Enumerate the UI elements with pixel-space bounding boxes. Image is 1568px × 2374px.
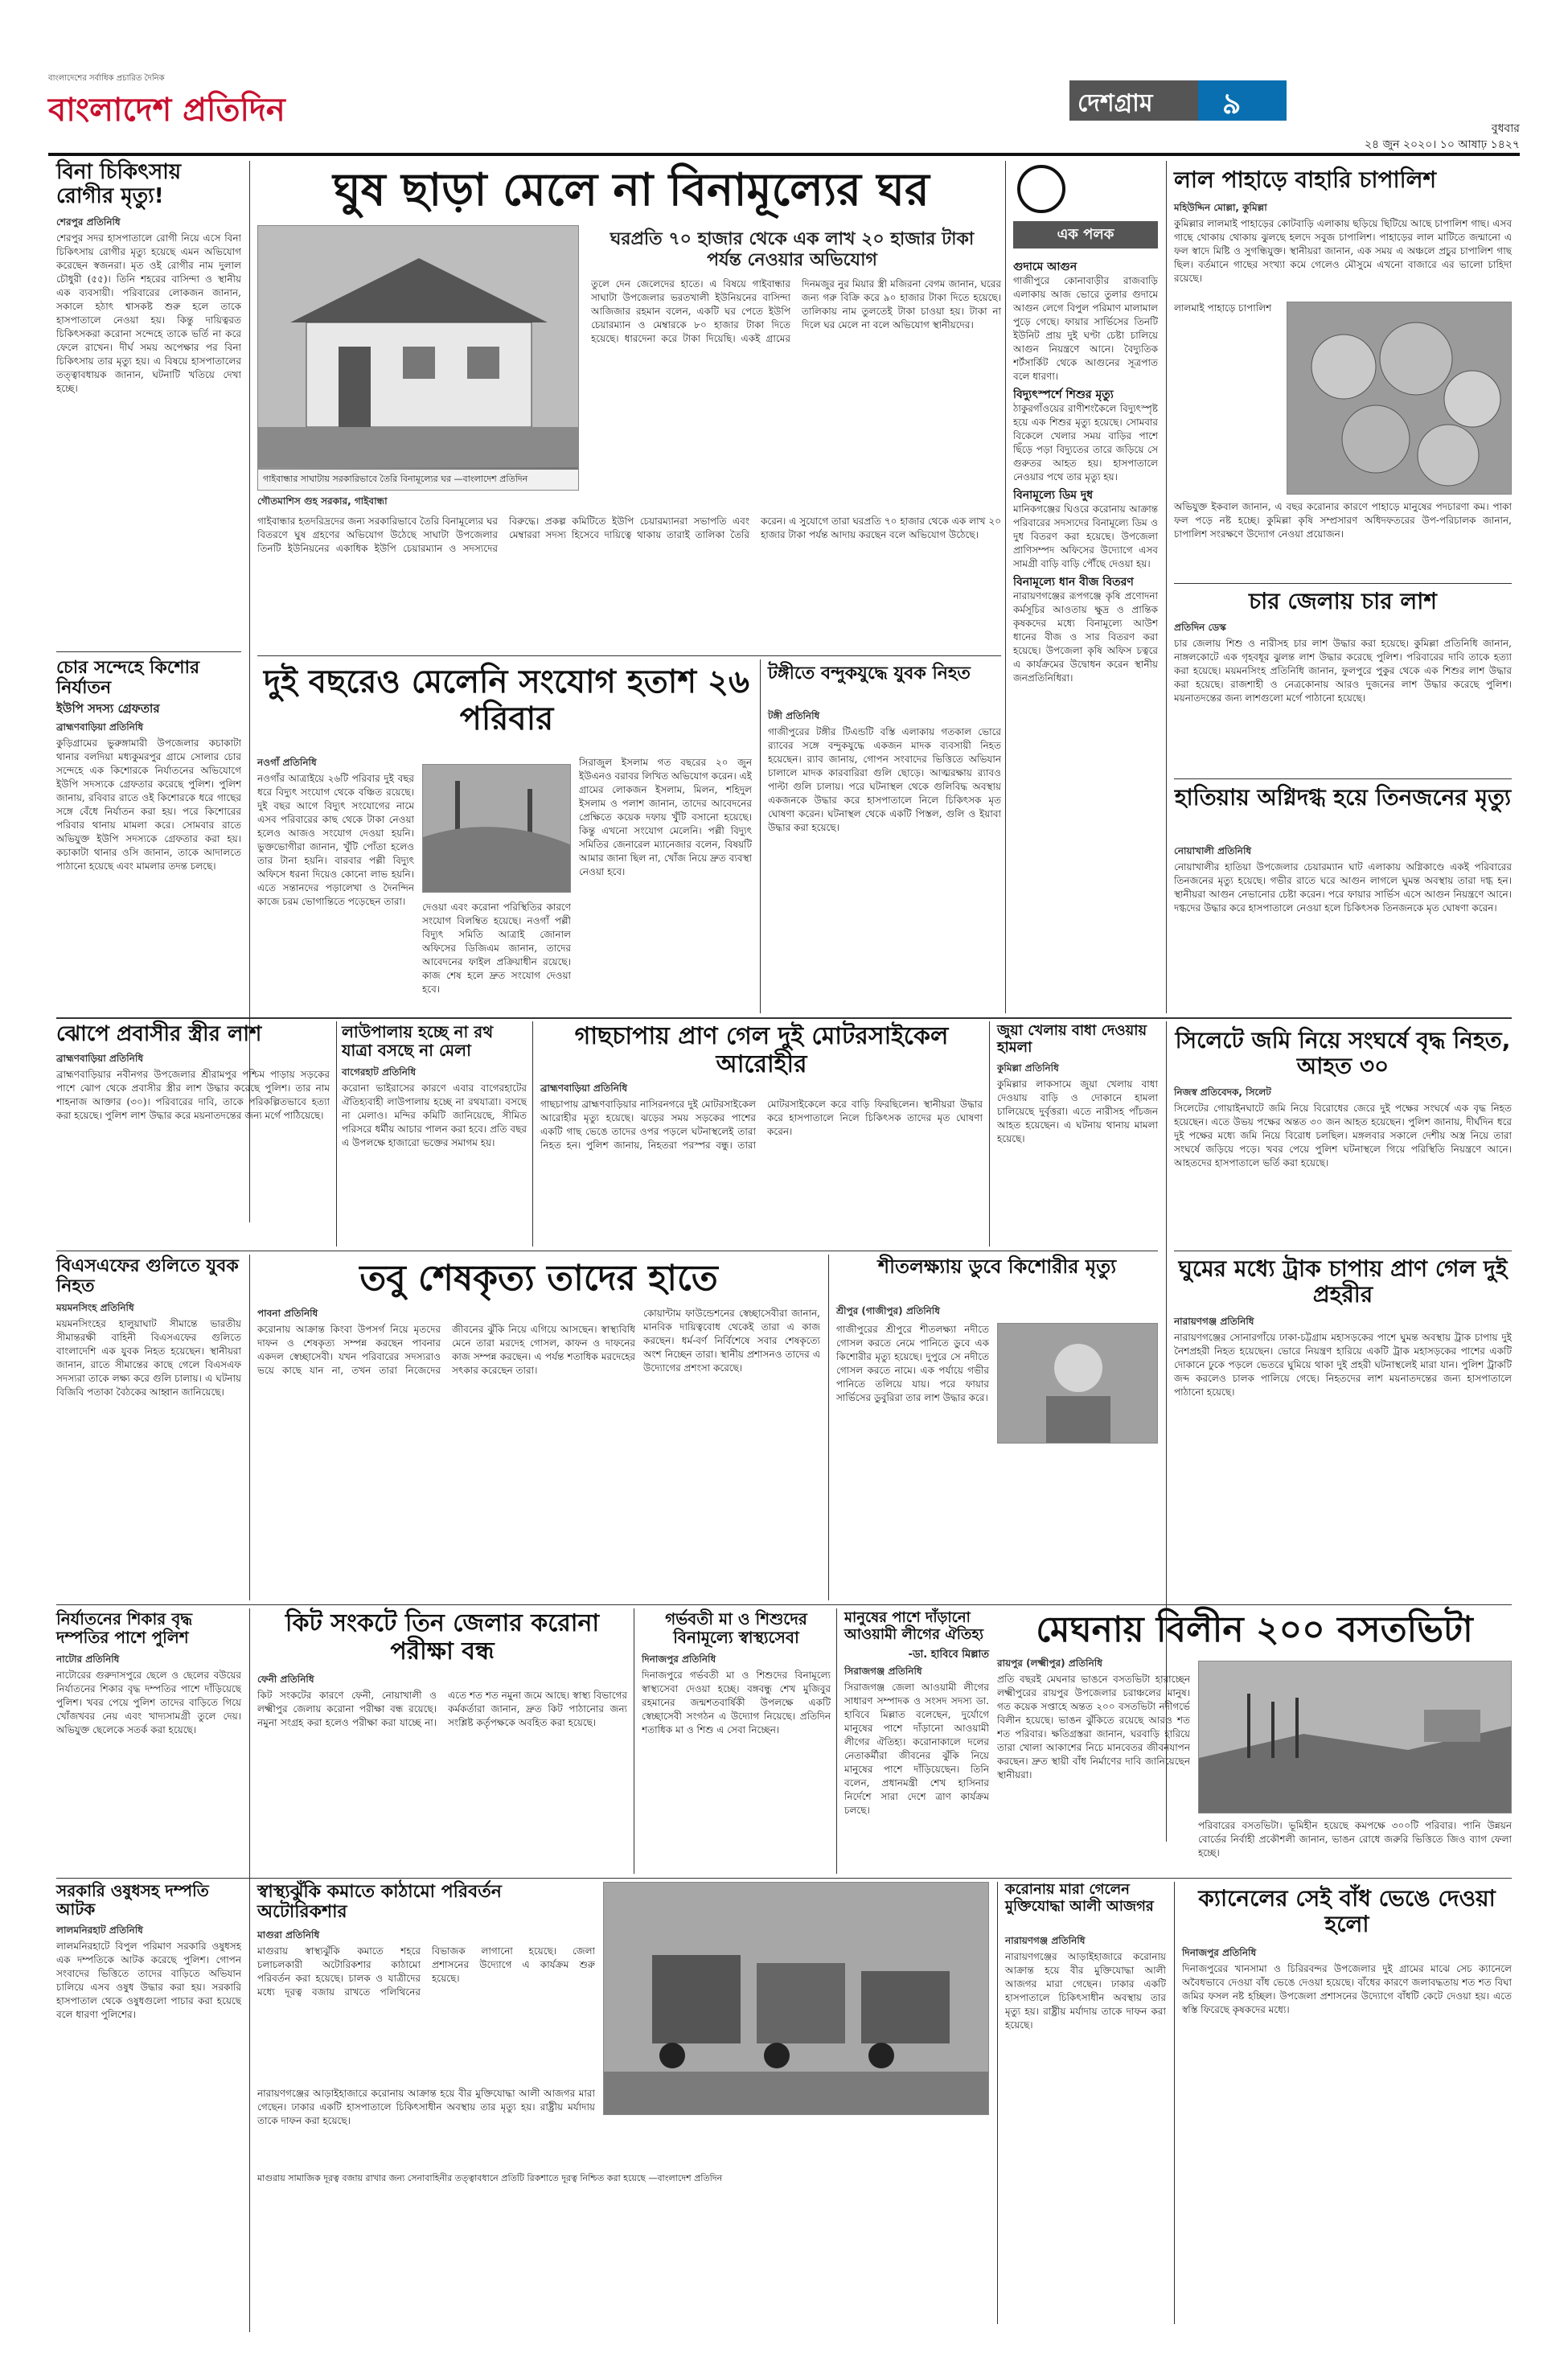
four-dead-byline: প্রতিদিন ডেস্ক: [1174, 622, 1226, 633]
section-rule: [56, 1878, 1512, 1879]
column-rule: [997, 1882, 998, 2324]
divider: [1174, 583, 1512, 584]
row4-headline-1[interactable]: নির্যাতনের শিকার বৃদ্ধ দম্পতির পাশে পুলিশ: [56, 1609, 193, 1647]
column-rule: [336, 1021, 337, 1247]
row3-body-2: করোনায় আক্রান্ত কিংবা উপসর্গ নিয়ে মৃতদের দাফন ও শেষকৃত্য সম্পন্ন করছেন পাবনার একদল স্বেচ্ছাসেবী। যখন পরিবারের সদস্যরাও ভয়ে কাছে যান না, তখন তারা নিজেদের জীবনের ঝুঁকি নিয়ে এগিয়ে আসছেন। স্বাস্থ্যবিধি মেনে তারা মরদেহ গোসল, কাফন ও দাফনের কাজ সম্পন্ন করছেন। এ পর্যন্ত শতাধিক মরদেহের সৎকার করেছেন তারা।: [257, 1324, 635, 1376]
truck-body: নারায়ণগঞ্জের সোনারগাঁয়ে ঢাকা-চট্টগ্রাম মহাসড়কের পাশে ঘুমন্ত অবস্থায় ট্রাক চাপায় দুই নৈশপ্রহরী নিহত হয়েছেন। ভোরে নিয়ন্ত্রণ হারিয়ে একটি ট্রাক মহাসড়কের পাশের একটি দোকানে ঢুকে পড়লে ভেতরে ঘুমিয়ে থাকা দুই প্রহরী ঘটনাস্থলেই মারা যান। পুলিশ ট্রাকটি জব্দ করলেও চালক পালিয়ে গেছে। নিহতদের লাশ ময়নাতদন্তের জন্য হাসপাতালে পাঠানো হয়েছে।: [1174, 1332, 1512, 1398]
chapalish-body-1: কুমিল্লার লালমাই পাহাড়ের কোটবাড়ি এলাকায় ছড়িয়ে ছিটিয়ে আছে চাপালিশ গাছ। এসব গাছে থোকায় থোকায় ঝুলছে হলদে সবুজ চাপালিশ। পাহাড়ের লাল মাটিতে জন্মানো এ ফল স্বাদে মিষ্টি ও সুগন্ধিযুক্ত। স্থানীয়রা জানান, এক সময় এ অঞ্চলে প্রচুর চাপালিশ গাছ ছিল। বর্তমানে গাছের সংখ্যা কমে গেলেও মৌসুমে এখনো বাজারে এর ভালো চাহিদা রয়েছে।: [1174, 218, 1512, 284]
divider: [56, 651, 241, 652]
mid-photo[interactable]: [422, 764, 571, 893]
newspaper-logo[interactable]: [48, 72, 338, 137]
fire-headline[interactable]: হাতিয়ায় অগ্নিদগ্ধ হয়ে তিনজনের মৃত্যু: [1174, 784, 1512, 811]
electric-pole-illustration: [423, 765, 571, 893]
chapalish-headline[interactable]: লাল পাহাড়ে বাহারি চাপালিশ: [1174, 166, 1437, 193]
row5-byline-1: লালমনিরহাট প্রতিনিধি: [56, 1924, 143, 1936]
row2-byline-1: ব্রাহ্মণবাড়িয়া প্রতিনিধি: [56, 1053, 144, 1064]
ek-polok-column: [1013, 256, 1158, 1012]
left-story-2: কুড়িগ্রামের ভুরুঙ্গামারী উপজেলার কচাকাটা থানার বলদিয়া মধ্যকুমরপুর গ্রামে সোলার চোর সন্দেহে এক কিশোরকে নির্যাতনের অভিযোগে ইউপি সদস্যকে গ্রেফতার করেছে পুলিশ। পুলিশ জানায়, রবিবার রাতে ওই কিশোরকে ধরে গাছের সঙ্গে বেঁধে নির্যাতন করা হয়। পরে কিশোরের পরিবার থানায় মামলা করে। সোমবার রাতে অভিযুক্ত ইউপি সদস্যকে গ্রেফতার করা হয়। কচাকাটা থানার ওসি জানান, তাকে আদালতে পাঠানো হয়েছে এবং মামলার তদন্ত চলছে।: [56, 737, 241, 872]
row4-body-1: নাটোরের গুরুদাসপুরে ছেলে ও ছেলের বউয়ের নির্যাতনের শিকার বৃদ্ধ দম্পতির পাশে দাঁড়িয়েছে পুলিশ। খবর পেয়ে পুলিশ তাদের বাড়িতে গিয়ে খোঁজখবর নেয় এবং খাদ্যসামগ্রী তুলে দেয়। অভিযুক্ত ছেলেকে সতর্ক করা হয়েছে।: [56, 1670, 241, 1735]
row5-headline-1[interactable]: সরকারি ওষুধসহ দম্পতি আটক: [56, 1881, 209, 1919]
row5-byline-2: মাগুরা প্রতিনিধি: [257, 1929, 320, 1941]
row4-body-2: কিট সংকটের কারণে ফেনী, নোয়াখালী ও লক্ষ্মীপুর জেলায় করোনা পরীক্ষা বন্ধ রয়েছে। নমুনা সংগ্রহ করা হলেও পরীক্ষা করা যাচ্ছে না। এতে শত শত নমুনা জমে আছে। স্বাস্থ্য বিভাগের কর্মকর্তারা জানান, দ্রুত কিট পাঠানোর জন্য সংশ্লিষ্ট কর্তৃপক্ষকে অবহিত করা হয়েছে।: [257, 1690, 627, 1728]
page-number-band: [1198, 80, 1287, 121]
chapalish-body-2: অভিযুক্ত ইকবাল জানান, এ বছর করোনার কারণে পাহাড়ে মানুষের পদচারণা কম। পাকা ফল পড়ে নষ্ট হচ্ছে। কুমিল্লা কৃষি সম্প্রসারণ অধিদফতরের উপ-পরিচালক জানান, চাপালিশ সংরক্ষণে উদ্যোগ নেওয়া প্রয়োজন।: [1174, 501, 1512, 540]
left-subhead-2: ইউপি সদস্য গ্রেফতার: [56, 701, 160, 716]
ek-polok-headline-3[interactable]: বিনামূল্যে ডিম দুধ: [1013, 489, 1094, 502]
section-rule: [56, 1604, 1512, 1605]
row2-headline-3[interactable]: গাছচাপায় প্রাণ গেল দুই মোটরসাইকেল আরোহীর: [574, 1022, 949, 1078]
four-dead-headline[interactable]: চার জেলায় চার লাশ: [1249, 588, 1437, 614]
gunfight-byline: টঙ্গী প্রতিনিধি: [768, 710, 820, 721]
row3-byline-3: শ্রীপুর (গাজীপুর) প্রতিনিধি: [836, 1305, 940, 1316]
ek-polok-title: এক পলক: [1013, 221, 1158, 248]
left-byline-1: শেরপুর প্রতিনিধি: [56, 216, 121, 228]
row5-body-4: নারায়ণগঞ্জের আড়াইহাজারে করোনায় আক্রান্ত হয়ে বীর মুক্তিযোদ্ধা আলী আজগর মারা গেছেন। ঢাকার একটি হাসপাতালে চিকিৎসাধীন অবস্থায় তার মৃত্যু হয়। রাষ্ট্রীয় মর্যাদায় তাকে দাফন করা হয়েছে।: [1005, 1951, 1166, 2031]
row4-body-3: দিনাজপুরে গর্ভবতী মা ও শিশুদের বিনামূল্যে স্বাস্থ্যসেবা দেওয়া হচ্ছে। বঙ্গবন্ধু শেখ মুজিবুর রহমানের জন্মশতবার্ষিকী উপলক্ষে একটি স্বেচ্ছাসেবী সংগঠন এ উদ্যোগ নিয়েছে। প্রতিদিন শতাধিক মা ও শিশু এ সেবা নিচ্ছেন।: [642, 1670, 831, 1735]
river-illustration: [998, 1324, 1158, 1444]
row5-body-2: মাগুরায় স্বাস্থ্যঝুঁকি কমাতে শহরে চলাচলকারী অটোরিকশার কাঠামো পরিবর্তন করা হয়েছে। চালক ও যাত্রীদের মধ্যে দূরত্ব বজায় রাখতে পলিথিনের বিভাজক লাগানো হয়েছে। জেলা প্রশাসনের উদ্যোগে এ কার্যক্রম শুরু হয়েছে।: [257, 1945, 595, 1998]
page-number: ৯: [1222, 88, 1242, 121]
row4-byline-3: দিনাজপুর প্রতিনিধি: [642, 1653, 716, 1665]
row5-headline-3[interactable]: করোনায় মারা গেলেন মুক্তিযোদ্ধা আলী আজগর: [1005, 1881, 1154, 1915]
row3-byline-1: ময়মনসিংহ প্রতিনিধি: [56, 1302, 134, 1313]
fruit-illustration: [1287, 302, 1512, 495]
ek-polok-headline-2[interactable]: বিদ্যুৎস্পর্শে শিশুর মৃত্যু: [1013, 388, 1114, 401]
logo-tagline: বাংলাদেশের সর্বাধিক প্রচারিত দৈনিক: [48, 74, 165, 83]
ek-polok-text-3: মানিকগঞ্জের ঘিওরে করোনায় আক্রান্ত পরিবারের সদস্যদের বিনামূল্যে ডিম ও দুধ বিতরণ করা হয়েছে। উপজেলা প্রাণিসম্পদ অফিসের উদ্যোগে এসব সামগ্রী বাড়ি বাড়ি পৌঁছে দেওয়া হয়।: [1013, 503, 1158, 569]
masthead: [48, 72, 1520, 161]
column-rule: [249, 1255, 250, 1600]
four-dead-body: চার জেলায় শিশু ও নারীসহ চার লাশ উদ্ধার করা হয়েছে। কুমিল্লা প্রতিনিধি জানান, নাঙ্গলকোটে এক গৃহবধূর ঝুলন্ত লাশ উদ্ধার করেছে পুলিশ। পরিবারের দাবি তাকে হত্যা করা হয়েছে। ময়মনসিংহ প্রতিনিধি জানান, ফুলপুরে পুকুর থেকে এক শিশুর লাশ উদ্ধার করা হয়েছে। রাজশাহী ও নেত্রকোনায় আরও দুজনের লাশ উদ্ধার করেছে পুলিশ। ময়নাতদন্তের জন্য লাশগুলো মর্গে পাঠানো হয়েছে।: [1174, 638, 1512, 704]
mid-body-1: নওগাঁর আত্রাইয়ে ২৬টি পরিবার দুই বছর ধরে বিদ্যুৎ সংযোগ থেকে বঞ্চিত রয়েছে। দুই বছর আগে বিদ্যুৎ সংযোগের নামে এসব পরিবারের কাছ থেকে টাকা নেওয়া হলেও আজও সংযোগ দেওয়া হয়নি। ভুক্তভোগীরা জানান, খুঁটি পোঁতা হলেও তার টানা হয়নি। বারবার পল্লী বিদ্যুৎ অফিসে ধরনা দিয়েও কোনো লাভ হয়নি। এতে সন্তানদের পড়ালেখা ও দৈনন্দিন কাজে চরম ভোগান্তিতে পড়েছেন তারা।: [257, 773, 414, 907]
row4-byline-1: নাটোর প্রতিনিধি: [56, 1653, 120, 1665]
column-rule: [532, 1021, 533, 1247]
lead-body-1: তুলে দেন জেলেদের হাতে। এ বিষয়ে গাইবান্ধার সাঘাটা উপজেলার ভরতখালী ইউনিয়নের বাসিন্দা আজিজার রহমান বলেন, একটি ঘর পেতে ইউপি চেয়ারম্যান ও মেম্বারকে ৮০ হাজার টাকা দিতে হয়েছে। ধারদেনা করে টাকা দিয়েছি। একই গ্রামের দিনমজুর নুর মিয়ার স্ত্রী মজিরনা বেগম জানান, ঘরের জন্য গরু বিক্রি করে ৯০ হাজার টাকা দিতে হয়েছে। তালিকায় নাম তুলতেই টাকা চাওয়া হয়। টাকা না দিলে ঘর মেলে না বলে অভিযোগ স্থানীয়দের।: [591, 278, 1001, 344]
eye-icon: [1017, 165, 1065, 213]
column-rule: [1005, 161, 1006, 1013]
row4-byline-5: রায়পুর (লক্ষ্মীপুর) প্রতিনিধি: [997, 1657, 1102, 1669]
date: ২৪ জুন ২০২০। ১০ আষাঢ় ১৪২৭: [1364, 138, 1520, 151]
row3-body-4: গাজীপুরের শ্রীপুরে শীতলক্ষ্যা নদীতে গোসল করতে নেমে পানিতে ডুবে এক কিশোরীর মৃত্যু হয়েছে। দুপুরে সে নদীতে গোসল করতে নামে। এক পর্যায়ে গভীর পানিতে তলিয়ে যায়। পরে ফায়ার সার্ভিসের ডুবুরিরা তার লাশ উদ্ধার করে।: [836, 1324, 989, 1403]
gunfight-headline[interactable]: টঙ্গীতে বন্দুকযুদ্ধে যুবক নিহত: [768, 663, 971, 684]
column-rule: [1174, 1882, 1175, 2324]
row3-body-1: ময়মনসিংহের হালুয়াঘাট সীমান্তে ভারতীয় সীমান্তরক্ষী বাহিনী বিএসএফের গুলিতে বাংলাদেশি এক যুবক নিহত হয়েছেন। স্থানীয়রা জানান, রাতে সীমান্তের কাছে গেলে বিএসএফ সদস্যরা তাকে লক্ষ্য করে গুলি চালায়। এ ঘটনায় বিজিবি পতাকা বৈঠকের আহ্বান জানিয়েছে।: [56, 1318, 241, 1398]
row4-body-6: পরিবারের বসতভিটা। ভূমিহীন হয়েছে কমপক্ষে ৩০০টি পরিবার। পানি উন্নয়ন বোর্ডের নির্বাহী প্রকৌশলী জানান, ভাঙন রোধে জরুরি ভিত্তিতে জিও ব্যাগ ফেলা হচ্ছে।: [1198, 1820, 1512, 1859]
section-title: দেশগ্রাম: [1077, 89, 1153, 117]
row2-headline-1[interactable]: ঝোপে প্রবাসীর স্ত্রীর লাশ: [56, 1022, 262, 1046]
mid-body-3: দেওয়া এবং করোনা পরিস্থিতির কারণে সংযোগ বিলম্বিত হয়েছে। নওগাঁ পল্লী বিদ্যুৎ সমিতি আত্রাই জোনাল অফিসের ডিজিএম জানান, তাদের আবেদনের ফাইল প্রক্রিয়াধীন রয়েছে। কাজ শেষ হলে দ্রুত সংযোগ দেওয়া হবে।: [422, 902, 571, 995]
meghna-photo[interactable]: [1198, 1661, 1512, 1813]
rickshaw-illustration: [604, 1883, 989, 2115]
row2-byline-3: ব্রাহ্মণবাড়িয়া প্রতিনিধি: [540, 1082, 628, 1094]
column-rule: [989, 1021, 990, 1247]
house-illustration: [258, 226, 579, 467]
row2-body-3: গাছচাপায় ব্রাহ্মণবাড়িয়ার নাসিরনগরে দুই মোটরসাইকেল আরোহীর মৃত্যু হয়েছে। ঝড়ের সময় সড়কের পাশের একটি গাছ ভেঙে তাদের ওপর পড়লে ঘটনাস্থলেই তারা নিহত হন। পুলিশ জানায়, নিহতরা পরস্পর বন্ধু। তারা মোটরসাইকেলে করে বাড়ি ফিরছিলেন। স্থানীয়রা উদ্ধার করে হাসপাতালে নিলে চিকিৎসক তাদের মৃত ঘোষণা করেন।: [540, 1099, 983, 1151]
rickshaw-photo[interactable]: [603, 1882, 989, 2115]
row3-headline-1[interactable]: বিএসএফের গুলিতে যুবক নিহত: [56, 1256, 239, 1297]
column-rule: [249, 1608, 250, 2332]
fire-body: নোয়াখালীর হাতিয়া উপজেলার চেয়ারম্যান ঘাট এলাকায় অগ্নিকাণ্ডে একই পরিবারের তিনজনের মৃত্যু হয়েছে। গভীর রাতে ঘরে আগুন লাগলে ঘুমন্ত অবস্থায় তারা দগ্ধ হন। স্থানীয়রা আগুন নেভানোর চেষ্টা করেন। পরে ফায়ার সার্ভিস এসে আগুন নিয়ন্ত্রণে আনে। দগ্ধদের উদ্ধার করে হাসপাতালে নেওয়া হলে চিকিৎসক তিনজনকে মৃত ঘোষণা করেন।: [1174, 861, 1512, 914]
row2-body-2: করোনা ভাইরাসের কারণে এবার বাগেরহাটের ঐতিহ্যবাহী লাউপালায় হচ্ছে না রথযাত্রা। বসছে না মেলাও। মন্দির কমিটি জানিয়েছে, সীমিত পরিসরে ধর্মীয় আচার পালন করা হবে। প্রতি বছর এ উপলক্ষে হাজারো ভক্তের সমাগম হয়।: [342, 1082, 527, 1148]
ek-polok-text-1: গাজীপুরে কোনাবাড়ীর রাজবাড়ি এলাকায় আজ ভোরে তুলার গুদামে আগুন লেগে বিপুল পরিমাণ মালামাল পুড়ে গেছে। ফায়ার সার্ভিসের তিনটি ইউনিট প্রায় দুই ঘণ্টা চেষ্টা চালিয়ে আগুন নিয়ন্ত্রণে আনে। বৈদ্যুতিক শর্টসার্কিট থেকে আগুনের সূত্রপাত বলে ধারণা।: [1013, 275, 1158, 382]
row4-headline-2[interactable]: কিট সংকটে তিন জেলার করোনা পরীক্ষা বন্ধ: [285, 1609, 600, 1665]
rickshaw-photo-caption: মাগুরায় সামাজিক দূরত্ব বজায় রাখার জন্য সেনাবাহিনীর তত্ত্বাবধানে প্রতিটি রিকশাতে দূরত্ব নিশ্চিত করা হয়েছে —বাংলাদেশ প্রতিদিন: [257, 2173, 723, 2183]
section-rule: [56, 1017, 1512, 1019]
column-rule: [828, 1255, 829, 1600]
divider: [1174, 778, 1512, 779]
gunfight-body: গাজীপুরের টঙ্গীর টিএন্ডটি বস্তি এলাকায় গতকাল ভোরে র‌্যাবের সঙ্গে বন্দুকযুদ্ধে একজন মাদক ব্যবসায়ী নিহত হয়েছেন। র‌্যাব জানায়, গোপন সংবাদের ভিত্তিতে অভিযান চালালে মাদক কারবারিরা গুলি ছোড়ে। আত্মরক্ষায় র‌্যাবও পাল্টা গুলি চালায়। পরে ঘটনাস্থল থেকে গুলিবিদ্ধ অবস্থায় একজনকে উদ্ধার করে হাসপাতালে নিলে চিকিৎসক মৃত ঘোষণা করেন। ঘটনাস্থল থেকে একটি পিস্তল, গুলি ও ইয়াবা উদ্ধার করা হয়েছে।: [768, 726, 1001, 833]
drowning-photo[interactable]: [997, 1323, 1158, 1444]
lead-headline[interactable]: ঘুষ ছাড়া মেলে না বিনামূল্যের ঘর: [333, 164, 930, 216]
row5-headline-2[interactable]: স্বাস্থ্যঝুঁকি কমাতে কাঠামো পরিবর্তন অটোরিকশার: [257, 1882, 502, 1923]
row4-headline-3[interactable]: গর্ভবতী মা ও শিশুদের বিনামূল্যে স্বাস্থ্যসেবা: [665, 1609, 807, 1647]
row2-headline-2[interactable]: লাউপালায় হচ্ছে না রথ যাত্রা বসছে না মেলা: [342, 1022, 494, 1060]
lead-subhead: ঘরপ্রতি ৭০ হাজার থেকে এক লাখ ২০ হাজার টাকা পর্যন্ত নেওয়ার অভিযোগ: [610, 229, 975, 271]
row4-headline-4[interactable]: মানুষের পাশে দাঁড়ানো আওয়ামী লীগের ঐতিহ্য: [844, 1609, 984, 1643]
left-byline-2: ব্রাহ্মণবাড়িয়া প্রতিনিধি: [56, 721, 144, 733]
row5-byline-3: নারায়ণগঞ্জ প্রতিনিধি: [1005, 1935, 1086, 1946]
mid-byline: নওগাঁ প্রতিনিধি: [257, 757, 317, 768]
masthead-rule: [48, 153, 1520, 156]
column-rule: [1166, 161, 1167, 1013]
row3-headline-2[interactable]: তবু শেষকৃত্য তাদের হাতে: [359, 1258, 718, 1299]
sylhet-body: সিলেটের গোয়াইনঘাটে জমি নিয়ে বিরোধের জেরে দুই পক্ষের সংঘর্ষে এক বৃদ্ধ নিহত হয়েছেন। এতে উভয় পক্ষের অন্তত ৩০ জন আহত হয়েছেন। পুলিশ জানায়, দীর্ঘদিন ধরে দুই পক্ষের মধ্যে জমি নিয়ে বিরোধ চলছিল। মঙ্গলবার সকালে দেশীয় অস্ত্র নিয়ে তারা সংঘর্ষে জড়িয়ে পড়ে। খবর পেয়ে পুলিশ ঘটনাস্থলে গিয়ে পরিস্থিতি নিয়ন্ত্রণে আনে। আহতদের হাসপাতালে ভর্তি করা হয়েছে।: [1174, 1103, 1512, 1169]
lead-photo[interactable]: [257, 225, 579, 491]
row4-byline-2: ফেনী প্রতিনিধি: [257, 1674, 314, 1685]
row5-body-1: লালমনিরহাটে বিপুল পরিমাণ সরকারি ওষুধসহ এক দম্পতিকে আটক করেছে পুলিশ। গোপন সংবাদের ভিত্তিতে তাদের বাড়িতে অভিযান চালিয়ে এসব ওষুধ উদ্ধার করা হয়। সরকারি হাসপাতাল থেকে ওষুধগুলো পাচার করা হয়েছে বলে ধারণা পুলিশের।: [56, 1941, 241, 2020]
ek-polok-text-2: ঠাকুরগাঁওয়ের রাণীশংকৈলে বিদ্যুৎস্পৃষ্ট হয়ে এক শিশুর মৃত্যু হয়েছে। সোমবার বিকেলে খেলার সময় বাড়ির পাশে ছিঁড়ে পড়া বিদ্যুতের তারে জড়িয়ে সে গুরুতর আহত হয়। হাসপাতালে নেওয়ার পথে তার মৃত্যু হয়।: [1013, 403, 1158, 483]
row2-headline-4[interactable]: জুয়া খেলায় বাধা দেওয়ায় হামলা: [997, 1022, 1147, 1056]
fire-byline: নোয়াখালী প্রতিনিধি: [1174, 845, 1252, 856]
sylhet-byline: নিজস্ব প্রতিবেদক, সিলেট: [1174, 1086, 1271, 1098]
row5-byline-4: দিনাজপুর প্রতিনিধি: [1182, 1947, 1257, 1958]
row3-headline-3[interactable]: শীতলক্ষ্যায় ডুবে কিশোরীর মৃত্যু: [877, 1255, 1117, 1278]
chapalish-photo-caption: লালমাই পাহাড়ে চাপালিশ: [1174, 302, 1272, 314]
row4-headline-5[interactable]: মেঘনায় বিলীন ২০০ বসতভিটা: [1036, 1609, 1473, 1650]
row4-speaker: -ডা. হাবিবে মিল্লাত: [908, 1649, 989, 1661]
sylhet-headline[interactable]: সিলেটে জমি নিয়ে সংঘর্ষে বৃদ্ধ নিহত, আহত ৩০: [1175, 1027, 1511, 1080]
row5-body-3: নারায়ণগঞ্জের আড়াইহাজারে করোনায় আক্রান্ত হয়ে বীর মুক্তিযোদ্ধা আলী আজগর মারা গেছেন। ঢাকার একটি হাসপাতালে চিকিৎসাধীন অবস্থায় তার মৃত্যু হয়। রাষ্ট্রীয় মর্যাদায় তাকে দাফন করা হয়েছে।: [257, 2088, 595, 2126]
left-headline-1[interactable]: বিনা চিকিৎসায় রোগীর মৃত্যু!: [56, 160, 182, 208]
row4-body-5: প্রতি বছরই মেঘনার ভাঙনে বসতভিটা হারাচ্ছেন লক্ষ্মীপুরের রায়পুর উপজেলার চরাঞ্চলের মানুষ। গত কয়েক সপ্তাহে অন্তত ২০০ বসতভিটা নদীগর্ভে বিলীন হয়েছে। ভাঙন ঝুঁকিতে রয়েছে আরও শত শত পরিবার। ক্ষতিগ্রস্তরা জানান, ঘরবাড়ি হারিয়ে তারা খোলা আকাশের নিচে মানবেতর জীবনযাপন করছেন। দ্রুত স্থায়ী বাঁধ নির্মাণের দাবি জানিয়েছেন স্থানীয়রা।: [997, 1674, 1190, 1780]
truck-headline[interactable]: ঘুমের মধ্যে ট্রাক চাপায় প্রাণ গেল দুই প্রহরীর: [1178, 1255, 1508, 1308]
logo-text: বাংলাদেশ প্রতিদিন: [48, 92, 285, 129]
truck-byline: নারায়ণগঞ্জ প্রতিনিধি: [1174, 1316, 1254, 1327]
row3-byline-2: পাবনা প্রতিনিধি: [257, 1308, 318, 1319]
dateline: [1311, 121, 1520, 153]
left-headline-2[interactable]: চোর সন্দেহে কিশোর নির্যাতন: [56, 658, 200, 699]
row2-body-1: ব্রাহ্মণবাড়িয়ার নবীনগর উপজেলার শ্রীরামপুর পশ্চিম পাড়ায় সড়কের পাশে ঝোপ থেকে প্রবাসীর স্ত্রীর লাশ উদ্ধার করেছে পুলিশ। তার নাম শাহনাজ আক্তার (৩০)। পরিবারের দাবি, তাকে পরিকল্পিতভাবে হত্যা করা হয়েছে। পুলিশ লাশ উদ্ধার করে ময়নাতদন্তের জন্য মর্গে পাঠিয়েছে।: [56, 1069, 330, 1121]
ek-polok-headline-1[interactable]: গুদামে আগুন: [1013, 261, 1077, 273]
ek-polok-headline-4[interactable]: বিনামূল্যে ধান বীজ বিতরণ: [1013, 576, 1134, 589]
mid-headline[interactable]: দুই বছরেও মেলেনি সংযোগ হতাশ ২৬ পরিবার: [264, 663, 749, 737]
row3-body-3: কোয়ান্টাম ফাউন্ডেশনের স্বেচ্ছাসেবীরা জানান, মানবিক দায়িত্ববোধ থেকেই তারা এ কাজ করছেন। ধর্ম-বর্ণ নির্বিশেষে সবার শেষকৃত্যে অংশ নিচ্ছেন তারা। স্থানীয় প্রশাসনও তাদের এ উদ্যোগের প্রশংসা করেছে।: [643, 1308, 820, 1374]
mid-body-2: সিরাজুল ইসলাম গত বছরের ২০ জুন ইউএনও বরাবর লিখিত অভিযোগ করেন। এই গ্রামের লোকজন ইসলাম, মিলন, শহিদুল ইসলাম ও পলাশ জানান, তাদের আবেদনের প্রেক্ষিতে কয়েক দফায় খুঁটি বসানো হয়েছে। কিন্তু এখনো সংযোগ মেলেনি। পল্লী বিদ্যুৎ সমিতির জেনারেল ম্যানেজার বলেন, বিষয়টি আমার জানা ছিল না, খোঁজ নিয়ে দ্রুত ব্যবস্থা নেওয়া হবে।: [579, 757, 752, 877]
riverbank-illustration: [1199, 1661, 1512, 1813]
row2-body-4: কুমিল্লার লাকসামে জুয়া খেলায় বাধা দেওয়ায় বাড়ি ও দোকানে হামলা চালিয়েছে দুর্বৃত্তরা। এতে নারীসহ পাঁচজন আহত হয়েছেন। এ ঘটনায় থানায় মামলা হয়েছে।: [997, 1078, 1158, 1144]
section-band: [1069, 80, 1198, 121]
column-rule: [760, 659, 761, 1013]
chapalish-byline: মহিউদ্দিন মোল্লা, কুমিল্লা: [1174, 202, 1267, 213]
row4-byline-4: সিরাজগঞ্জ প্রতিনিধি: [844, 1665, 922, 1677]
left-story-1: শেরপুর সদর হাসপাতালে রোগী নিয়ে এসে বিনা চিকিৎসায় রোগীর মৃত্যু হয়েছে এমন অভিযোগ করেছেন স্বজনরা। মৃত ওই রোগীর নাম দুলাল চৌধুরী (৫৫)। তিনি শহরের বাসিন্দা ও স্থানীয় এক ব্যবসায়ী। পরিবারের লোকজন জানান, সকালে হঠাৎ শ্বাসকষ্ট শুরু হলে তাকে হাসপাতালে নেওয়া হয়। কিন্তু দায়িত্বরত চিকিৎসকরা করোনা সন্দেহে তাকে ভর্তি না করে ফেলে রাখেন। দীর্ঘ সময় অপেক্ষার পর বিনা চিকিৎসায় তার মৃত্যু হয়। এ বিষয়ে হাসপাতালের তত্ত্বাবধায়ক জানান, ঘটনাটি খতিয়ে দেখা হচ্ছে।: [56, 232, 241, 394]
row5-headline-4[interactable]: ক্যানেলের সেই বাঁধ ভেঙে দেওয়া হলো: [1198, 1885, 1496, 1938]
row2-byline-2: বাগেরহাট প্রতিনিধি: [342, 1066, 417, 1078]
lead-body-2: গাইবান্ধার হতদরিদ্রদের জন্য সরকারিভাবে তৈরি বিনামূল্যের ঘর বিতরণে ঘুষ গ্রহণের অভিযোগ উঠেছে সাঘাটা উপজেলার তিনটি ইউনিয়নের একাধিক ইউপি চেয়ারম্যান ও সদস্যদের বিরুদ্ধে। প্রকল্প কমিটিতে ইউপি চেয়ারম্যানরা সভাপতি এবং মেম্বাররা সদস্য হিসেবে দায়িত্বে থাকায় তারাই তালিকা তৈরি করেন। এ সুযোগে তারা ঘরপ্রতি ৭০ হাজার থেকে এক লাখ ২০ হাজার টাকা পর্যন্ত আদায় করছেন বলে অভিযোগ উঠেছে।: [257, 515, 1001, 554]
weekday: বুধবার: [1491, 122, 1520, 135]
row4-body-4: সিরাজগঞ্জ জেলা আওয়ামী লীগের সাধারণ সম্পাদক ও সংসদ সদস্য ডা. হাবিবে মিল্লাত বলেছেন, দুর্যোগে মানুষের পাশে দাঁড়ানো আওয়ামী লীগের ঐতিহ্য। করোনাকালে দলের নেতাকর্মীরা জীবনের ঝুঁকি নিয়ে মানুষের পাশে দাঁড়িয়েছেন। তিনি বলেন, প্রধানমন্ত্রী শেখ হাসিনার নির্দেশে সারা দেশে ত্রাণ কার্যক্রম চলছে।: [844, 1682, 989, 1816]
lead-photo-caption: গাইবান্ধার সাঘাটায় সরকারিভাবে তৈরি বিনামূল্যের ঘর —বাংলাদেশ প্রতিদিন: [258, 470, 578, 490]
row2-byline-4: কুমিল্লা প্রতিনিধি: [997, 1062, 1059, 1074]
divider: [257, 655, 1001, 656]
lead-byline: গৌতমাশিস গুহ সরকার, গাইবান্ধা: [257, 495, 388, 507]
column-rule: [836, 1608, 837, 1874]
row5-body-5: দিনাজপুরের খানসামা ও চিরিরবন্দর উপজেলার দুই গ্রামের মাঝে সেচ ক্যানেলে অবৈধভাবে দেওয়া বাঁধ ভেঙে দেওয়া হয়েছে। বাঁধের কারণে জলাবদ্ধতায় শত শত বিঘা জমির ফসল নষ্ট হচ্ছিল। উপজেলা প্রশাসনের উদ্যোগে বাঁধটি কেটে দেওয়া হয়। এতে স্বস্তি ফিরেছে কৃষকদের মধ্যে।: [1182, 1963, 1512, 2015]
ek-polok-text-4: নারায়ণগঞ্জের রূপগঞ্জে কৃষি প্রণোদনা কর্মসূচির আওতায় ক্ষুদ্র ও প্রান্তিক কৃষকদের মধ্যে বিনামূল্যে আউশ ধানের বীজ ও সার বিতরণ করা হয়েছে। উপজেলা কৃষি অফিস চত্বরে এ কার্যক্রমের উদ্বোধন করেন স্থানীয় জনপ্রতিনিধিরা।: [1013, 590, 1158, 684]
chapalish-photo[interactable]: [1287, 302, 1512, 495]
